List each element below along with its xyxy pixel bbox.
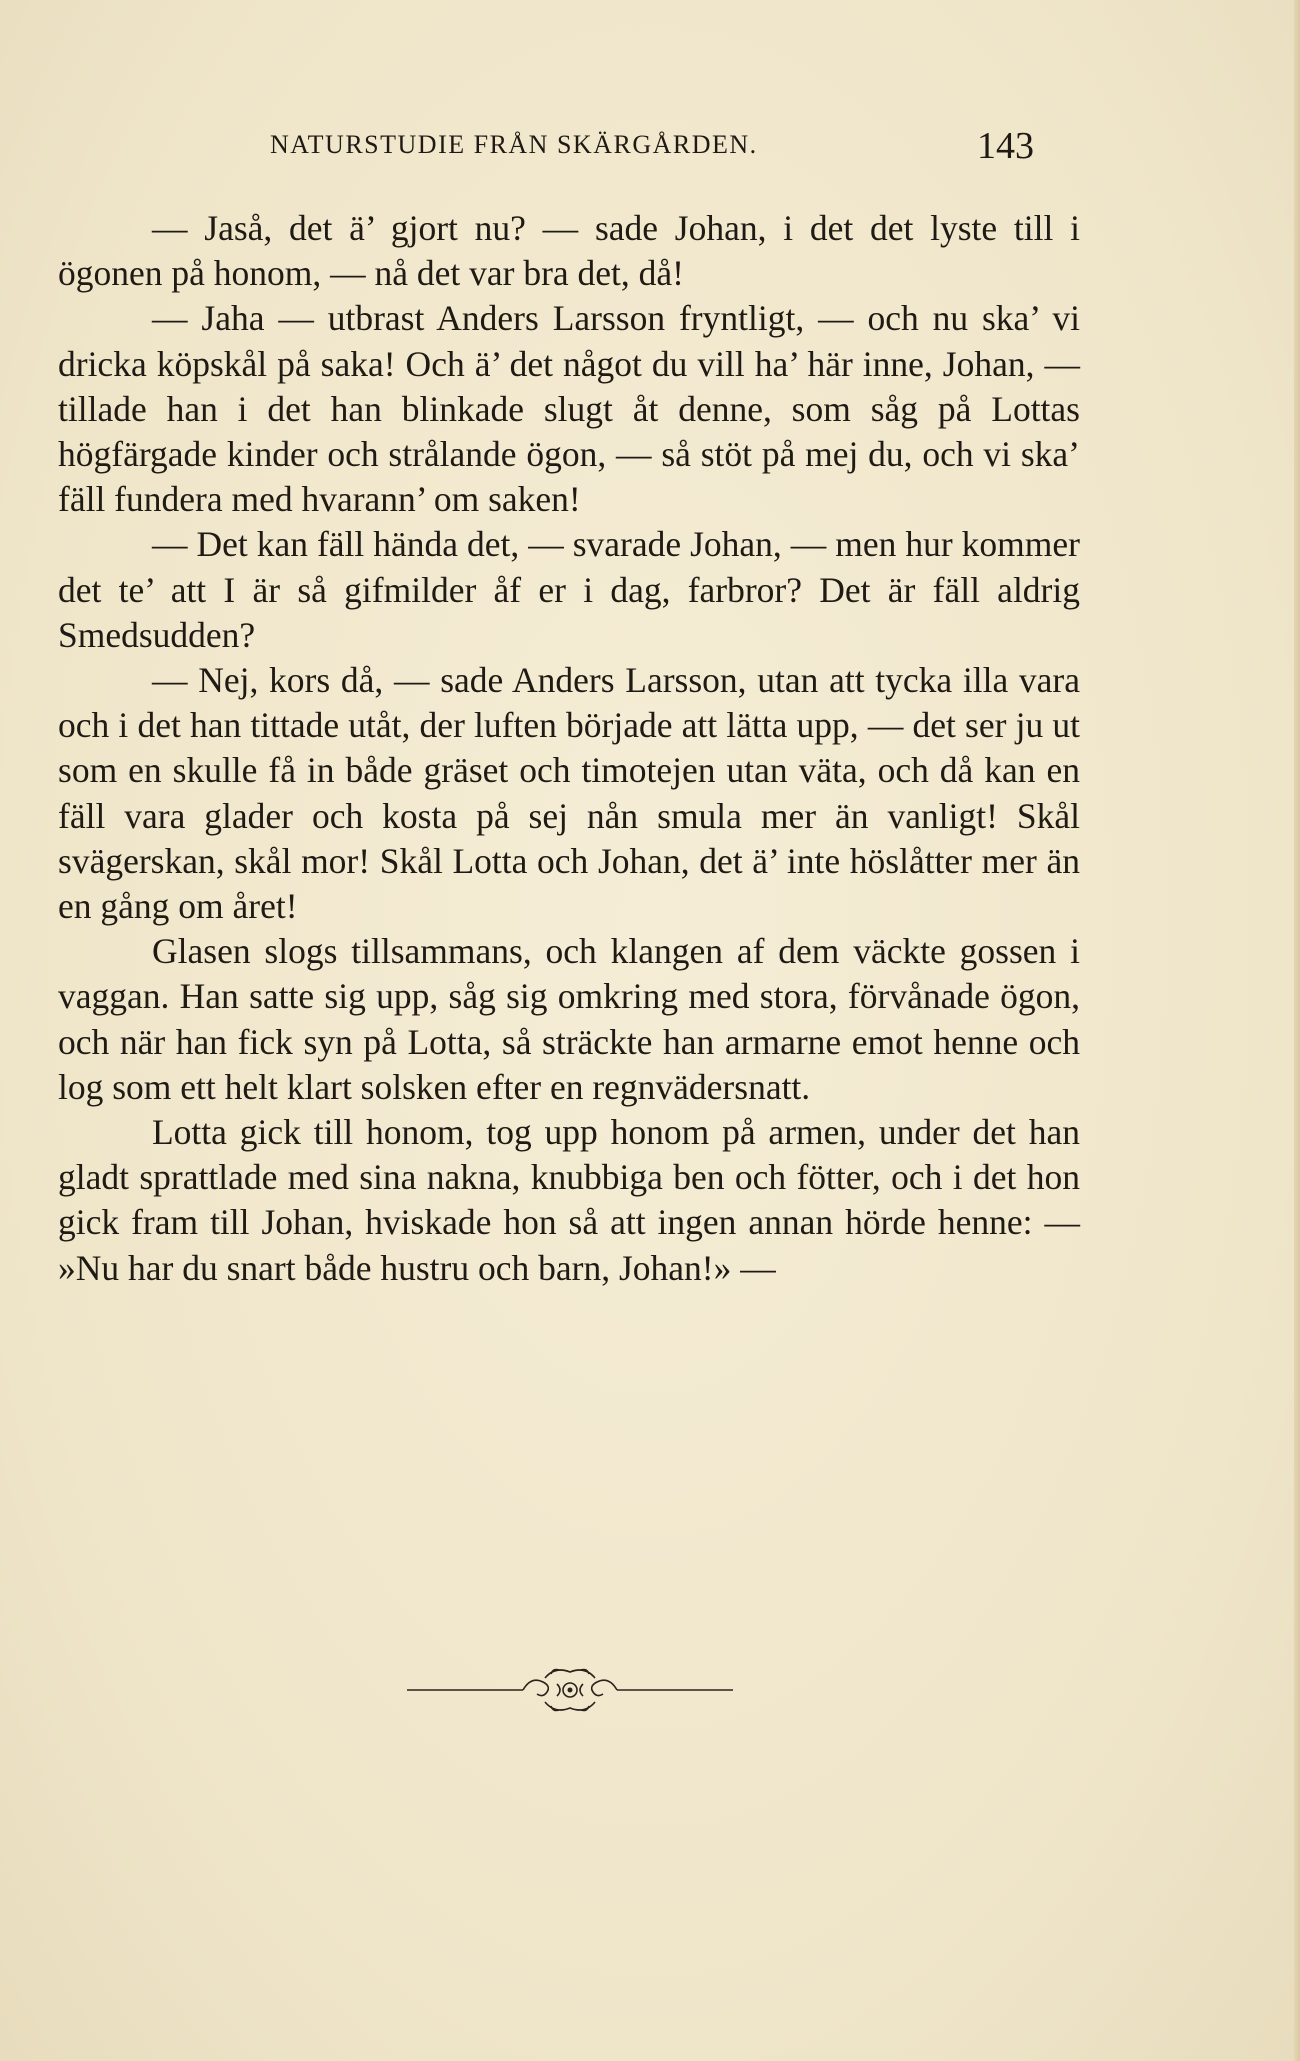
page-number: 143	[977, 125, 1034, 167]
paragraph: — Nej, kors då, — sade Anders Larsson, utan att tycka illa vara och i det han tittade utåt, der luften började att lätta upp, — det ser ju ut som en skulle få in både gräset och timotejen utan väta, och då kan en fäll vara glader och kosta på sej nån smula mer än vanligt! Skål svägerskan, skål mor! Skål Lotta och Johan, det ä’ inte höslåtter mer än en gång om året!	[58, 660, 1080, 927]
paragraph: Lotta gick till honom, tog upp honom på armen, under det han gladt sprattlade med sina nakna, knubbiga ben och fötter, och i det hon gick fram till Johan, hviskade hon så att ingen annan hörde henne: — »Nu har du snart både hustru och barn, Johan!» —	[58, 1112, 1080, 1288]
paragraph: — Det kan fäll hända det, — svarade Johan, — men hur kommer det te’ att I är så gifmilder åf er i dag, farbror? Det är fäll aldrig Smedsudden?	[58, 524, 1080, 655]
paragraph: — Jaså, det ä’ gjort nu? — sade Johan, i det det lyste till i ögonen på honom, — nå det var bra det, då!	[58, 208, 1080, 294]
running-head: NATURSTUDIE FRÅN SKÄRGÅRDEN.	[270, 130, 758, 159]
paragraph: — Jaha — utbrast Anders Larsson fryntligt, — och nu ska’ vi dricka köpskål på saka! Och ä’ det något du vill ha’ här inne, Johan, — tillade han i det han blinkade slugt åt denne, som såg på Lottas högfärgade kinder och strålande ögon, — så stöt på mej du, och vi ska’ fäll fundera med hvarann’ om saken!	[58, 298, 1080, 520]
body-text	[58, 206, 1080, 1291]
tailpiece-ornament-icon	[405, 1662, 735, 1718]
page-header	[270, 124, 1034, 168]
paragraph: Glasen slogs tillsammans, och klangen af dem väckte gossen i vaggan. Han satte sig upp, såg sig omkring med stora, förvånade ögon, och när han fick syn på Lotta, så sträckte han armarne emot henne och log som ett helt klart solsken efter en regnvädersnatt.	[58, 931, 1080, 1107]
